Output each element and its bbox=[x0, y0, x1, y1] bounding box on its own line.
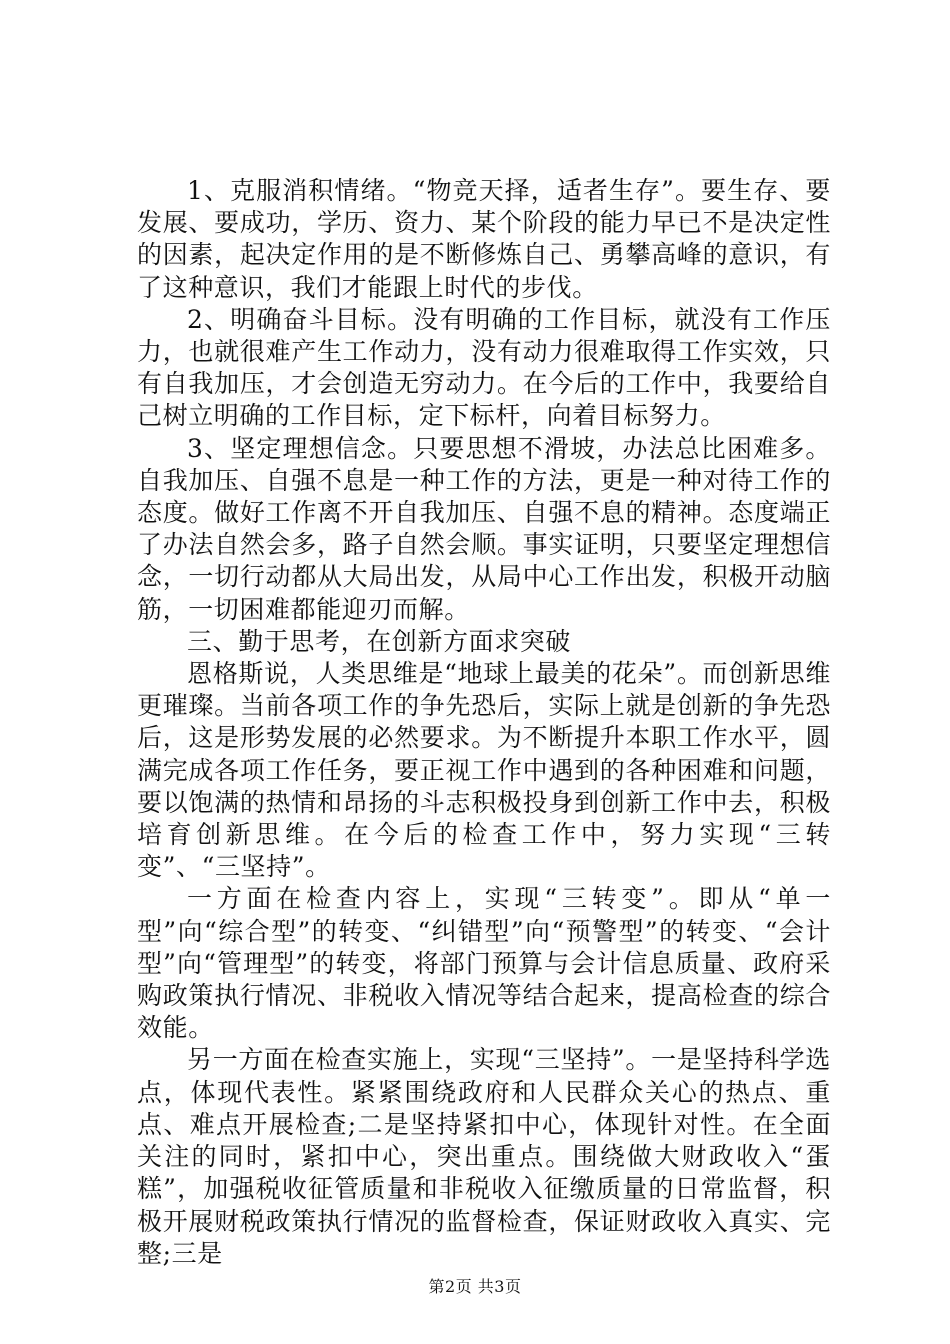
paragraph-three-transformations: 一方面在检查内容上，实现“三转变”。即从“单一型”向“综合型”的转变、“纠错型”向“预警型”的转变、“会计型”向“管理型”的转变，将部门预算与会计信息质量、政府采购政策执行情况、非税收入情况等结合起来，提高检查的综合效能。 bbox=[137, 884, 831, 1043]
paragraph-firm-beliefs: 3、坚定理想信念。只要思想不滑坡，办法总比困难多。自我加压、自强不息是一种工作的方法，更是一种对待工作的态度。做好工作离不开自我加压、自强不息的精神。态度端正了办法自然会多，路子自然会顺。事实证明，只要坚定理想信念，一切行动都从大局出发，从局中心工作出发，积极开动脑筋，一切困难都能迎刃而解。 bbox=[137, 433, 831, 624]
page-number-footer: 第2页 共3页 bbox=[428, 1277, 522, 1296]
section-heading-innovation: 三、勤于思考，在创新方面求突破 bbox=[187, 626, 572, 656]
paragraph-engels-quote: 恩格斯说，人类思维是“地球上最美的花朵”。而创新思维更璀璨。当前各项工作的争先恐后，实际上就是创新的争先恐后，这是形势发展的必然要求。为不断提升本职工作水平，圆满完成各项工作任务，要正视工作中遇到的各种困难和问题，要以饱满的热情和昂扬的斗志积极投身到创新工作中去，积极培育创新思维。在今后的检查工作中，努力实现“三转变”、“三坚持”。 bbox=[137, 659, 831, 882]
paragraph-overcome-negativity: 1、克服消积情绪。“物竞天择，适者生存”。要生存、要发展、要成功，学历、资力、某个阶段的能力早已不是决定性的因素，起决定作用的是不断修炼自己、勇攀高峰的意识，有了这种意识，我们才能跟上时代的步伐。 bbox=[137, 176, 831, 302]
document-body bbox=[137, 175, 831, 1270]
paragraph-three-persistences: 另一方面在检查实施上，实现“三坚持”。一是坚持科学选点，体现代表性。紧紧围绕政府和人民群众关心的热点、重点、难点开展检查;二是坚持紧扣中心，体现针对性。在全面关注的同时，紧扣中心，突出重点。围绕做大财政收入“蛋糕”，加强税收征管质量和非税收入征缴质量的日常监督，积极开展财税政策执行情况的监督检查，保证财政收入真实、完整;三是 bbox=[137, 1045, 831, 1268]
paragraph-clear-goals: 2、明确奋斗目标。没有明确的工作目标，就没有工作压力，也就很难产生工作动力，没有动力很难取得工作实效，只有自我加压，才会创造无穷动力。在今后的工作中，我要给自己树立明确的工作目标，定下标杆，向着目标努力。 bbox=[137, 304, 831, 431]
